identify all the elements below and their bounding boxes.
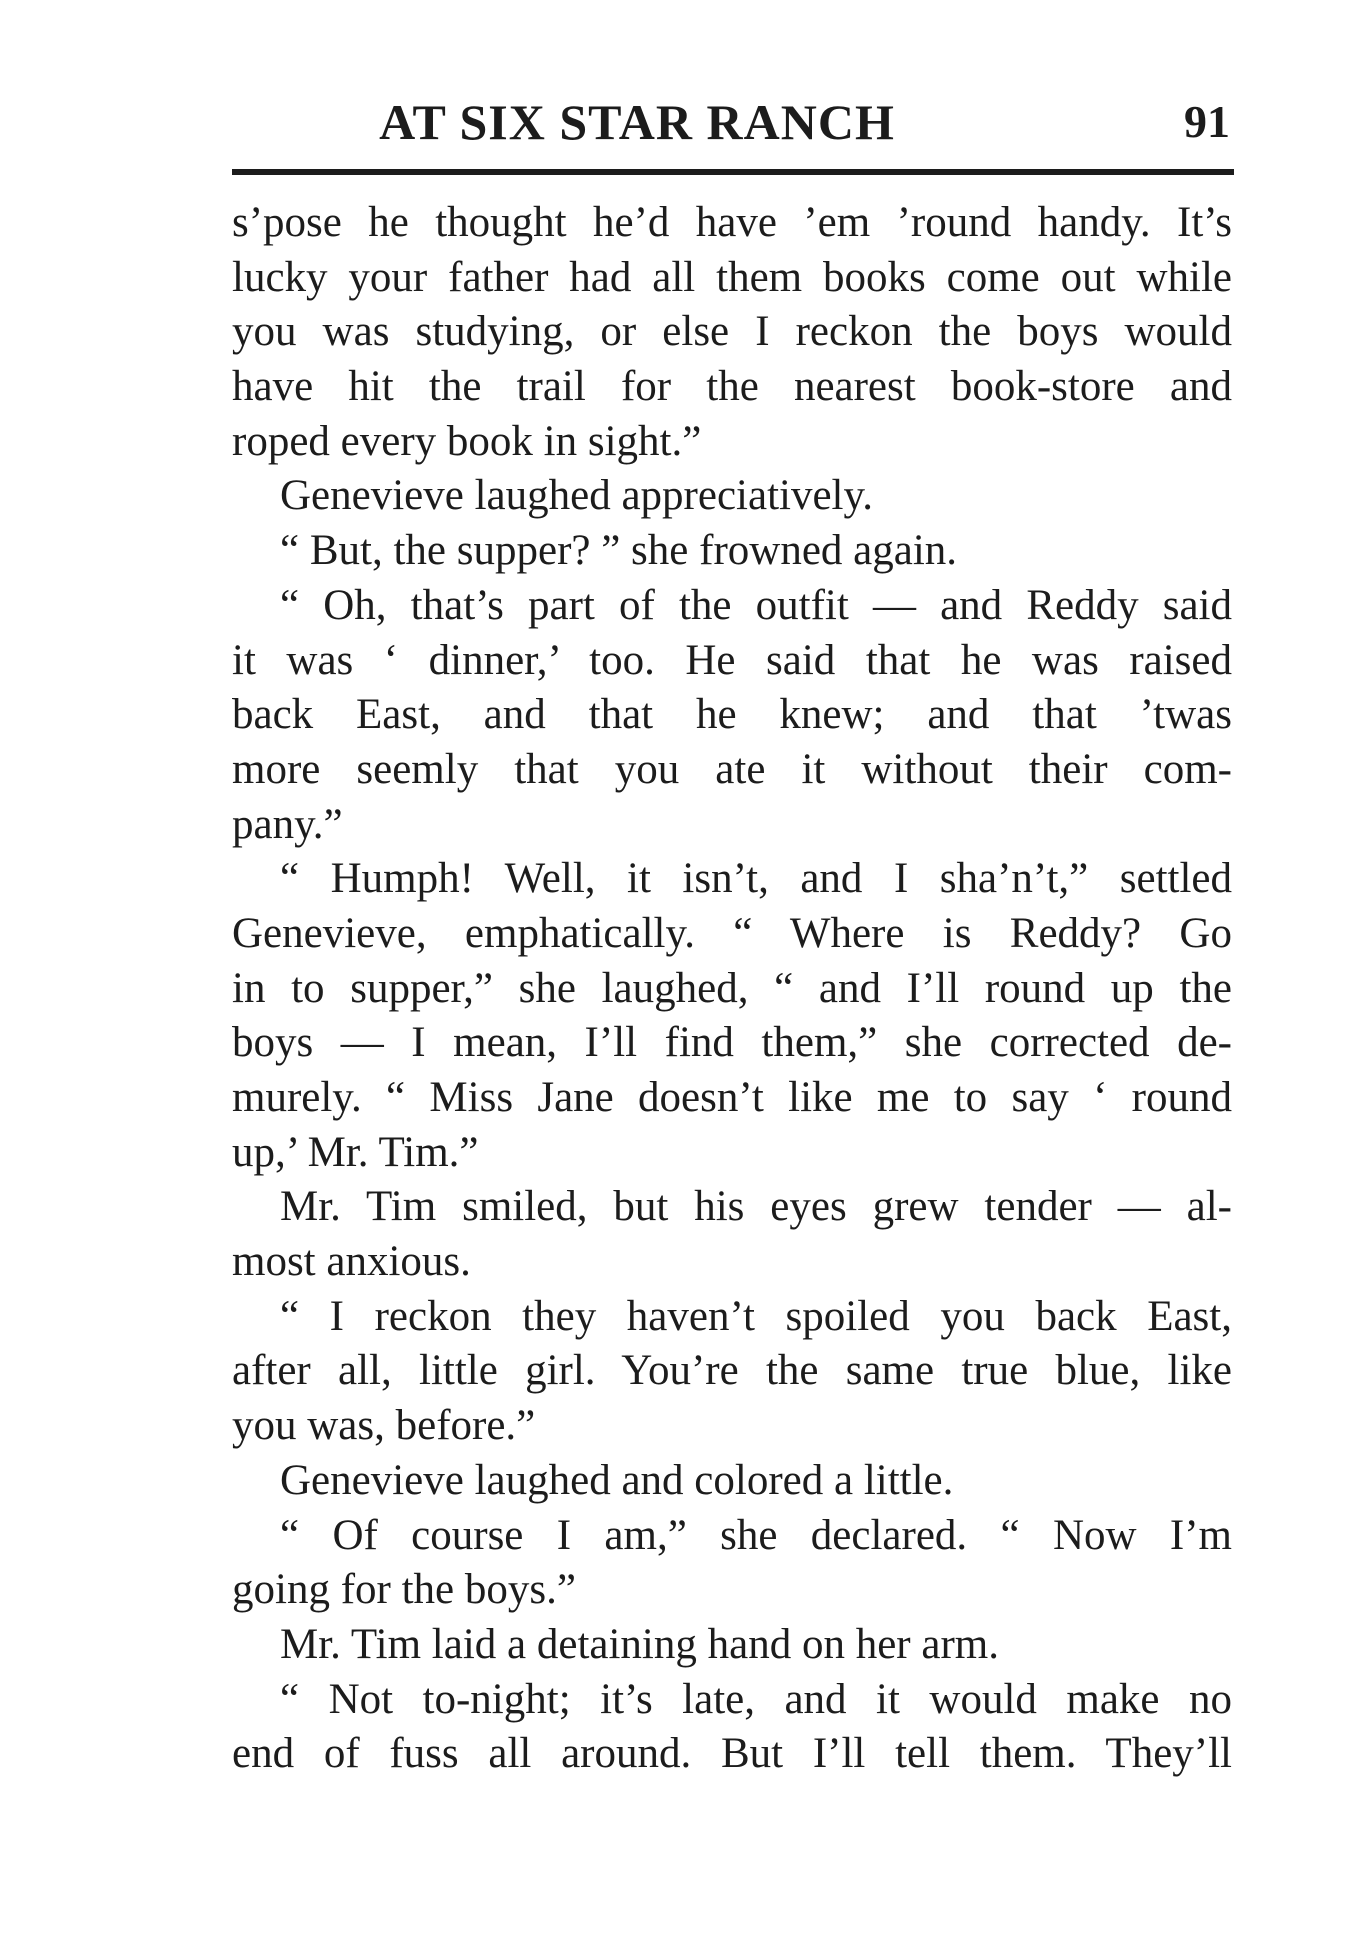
- text-line: Mr. Tim smiled, but his eyes grew tender — al-: [280, 1183, 1232, 1231]
- text-line: boys — I mean, I’ll find them,” she corrected de-: [232, 1019, 1232, 1067]
- text-line: you was studying, or else I reckon the boys would: [232, 308, 1232, 356]
- text-line: “ Of course I am,” she declared. “ Now I’m: [280, 1511, 1232, 1559]
- text-line: back East, and that he knew; and that ’twas: [232, 691, 1232, 739]
- page-number: 91: [1184, 96, 1230, 147]
- text-line: “ Humph! Well, it isn’t, and I sha’n’t,” settled: [280, 855, 1232, 903]
- text-line: “ Oh, that’s part of the outfit — and Reddy said: [280, 581, 1232, 629]
- text-line: murely. “ Miss Jane doesn’t like me to say ‘ round: [232, 1074, 1232, 1121]
- text-line: Genevieve laughed appreciatively.: [280, 472, 873, 520]
- text-line: roped every book in sight.”: [232, 417, 702, 465]
- running-title: AT SIX STAR RANCH: [379, 94, 895, 150]
- text-line: “ I reckon they haven’t spoiled you back East,: [280, 1292, 1232, 1340]
- text-line: going for the boys.”: [232, 1566, 576, 1614]
- text-line: in to supper,” she laughed, “ and I’ll round up the: [232, 964, 1232, 1012]
- text-line: have hit the trail for the nearest book-store and: [232, 363, 1232, 411]
- text-line: “ Not to-night; it’s late, and it would make no: [280, 1675, 1232, 1723]
- text-line: “ But, the supper? ” she frowned again.: [280, 527, 958, 575]
- running-head: [232, 92, 1232, 152]
- text-line: most anxious.: [232, 1238, 471, 1286]
- text-line: Genevieve, emphatically. “ Where is Reddy? Go: [232, 909, 1232, 957]
- text-line: Genevieve laughed and colored a little.: [280, 1456, 954, 1504]
- text-line: s’pose he thought he’d have ’em ’round handy. It’s: [232, 199, 1232, 246]
- text-line: it was ‘ dinner,’ too. He said that he was raised: [232, 636, 1232, 684]
- text-line: up,’ Mr. Tim.”: [232, 1128, 479, 1176]
- text-line: you was, before.”: [232, 1402, 536, 1450]
- text-line: lucky your father had all them books come out while: [232, 253, 1232, 301]
- header-rule: [232, 169, 1234, 175]
- body-text: [232, 196, 1232, 1782]
- text-line: pany.”: [232, 800, 343, 848]
- text-line: more seemly that you ate it without their com-: [232, 745, 1232, 793]
- text-line: Mr. Tim laid a detaining hand on her arm.: [280, 1620, 999, 1668]
- text-line: end of fuss all around. But I’ll tell them. They’ll: [232, 1730, 1232, 1778]
- text-line: after all, little girl. You’re the same true blue, like: [232, 1347, 1232, 1395]
